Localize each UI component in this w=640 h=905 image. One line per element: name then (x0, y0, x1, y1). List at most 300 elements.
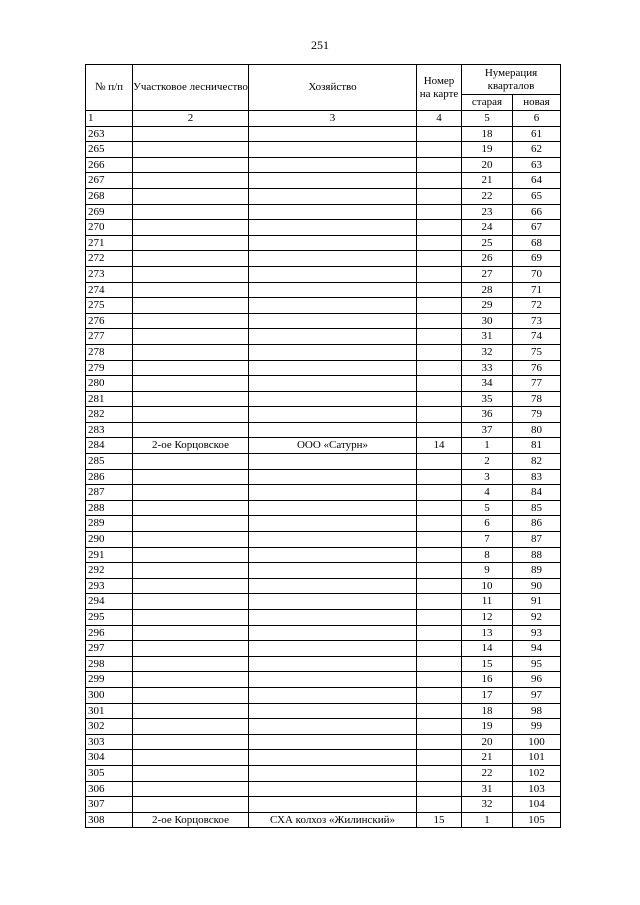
new-quarter-cell: 102 (513, 765, 561, 781)
old-quarter-cell: 28 (462, 282, 513, 298)
table-row (86, 812, 561, 828)
new-quarter-cell: 105 (513, 812, 561, 828)
map-number-cell (417, 173, 462, 189)
table-row (86, 703, 561, 719)
new-quarter-cell: 90 (513, 578, 561, 594)
old-quarter-cell: 23 (462, 204, 513, 220)
row-number-cell: 279 (86, 360, 133, 376)
header-quarter-numbering: Нумерация кварталов (462, 65, 561, 95)
table-row (86, 438, 561, 454)
table-row (86, 126, 561, 142)
forestry-cell (133, 204, 249, 220)
forestry-cell (133, 220, 249, 236)
new-quarter-cell: 61 (513, 126, 561, 142)
map-number-cell (417, 407, 462, 423)
table-row (86, 485, 561, 501)
forestry-cell (133, 344, 249, 360)
table-row (86, 313, 561, 329)
farm-cell (249, 157, 417, 173)
table-row (86, 188, 561, 204)
table-row (86, 641, 561, 657)
forestry-cell (133, 360, 249, 376)
row-number-cell: 306 (86, 781, 133, 797)
table-row (86, 329, 561, 345)
map-number-cell (417, 329, 462, 345)
table-row (86, 469, 561, 485)
new-quarter-cell: 76 (513, 360, 561, 376)
farm-cell (249, 313, 417, 329)
column-number-cell: 2 (133, 111, 249, 127)
old-quarter-cell: 13 (462, 625, 513, 641)
forestry-cell (133, 578, 249, 594)
old-quarter-cell: 37 (462, 422, 513, 438)
old-quarter-cell: 16 (462, 672, 513, 688)
map-number-cell (417, 563, 462, 579)
row-number-cell: 280 (86, 376, 133, 392)
map-number-cell (417, 142, 462, 158)
old-quarter-cell: 21 (462, 750, 513, 766)
row-number-cell: 289 (86, 516, 133, 532)
map-number-cell (417, 422, 462, 438)
farm-cell (249, 298, 417, 314)
row-number-cell: 294 (86, 594, 133, 610)
map-number-cell (417, 344, 462, 360)
old-quarter-cell: 32 (462, 344, 513, 360)
new-quarter-cell: 62 (513, 142, 561, 158)
map-number-cell (417, 282, 462, 298)
map-number-cell (417, 454, 462, 470)
new-quarter-cell: 93 (513, 625, 561, 641)
map-number-cell (417, 220, 462, 236)
map-number-cell (417, 313, 462, 329)
forestry-cell (133, 313, 249, 329)
row-number-cell: 263 (86, 126, 133, 142)
table-row (86, 516, 561, 532)
farm-cell (249, 126, 417, 142)
old-quarter-cell: 4 (462, 485, 513, 501)
header-old-number: старая (462, 95, 513, 111)
table-row (86, 173, 561, 189)
new-quarter-cell: 97 (513, 687, 561, 703)
table-row (86, 344, 561, 360)
row-number-cell: 267 (86, 173, 133, 189)
map-number-cell (417, 126, 462, 142)
forestry-cell (133, 719, 249, 735)
map-number-cell (417, 656, 462, 672)
farm-cell (249, 765, 417, 781)
map-number-cell (417, 532, 462, 548)
header-farm: Хозяйство (249, 65, 417, 111)
table-row (86, 204, 561, 220)
old-quarter-cell: 3 (462, 469, 513, 485)
old-quarter-cell: 20 (462, 734, 513, 750)
forestry-cell (133, 687, 249, 703)
table-row (86, 157, 561, 173)
farm-cell (249, 142, 417, 158)
new-quarter-cell: 70 (513, 266, 561, 282)
table-row (86, 672, 561, 688)
forestry-cell (133, 641, 249, 657)
new-quarter-cell: 88 (513, 547, 561, 563)
new-quarter-cell: 78 (513, 391, 561, 407)
new-quarter-cell: 89 (513, 563, 561, 579)
old-quarter-cell: 24 (462, 220, 513, 236)
map-number-cell (417, 734, 462, 750)
forestry-cell (133, 734, 249, 750)
old-quarter-cell: 26 (462, 251, 513, 267)
farm-cell (249, 719, 417, 735)
new-quarter-cell: 80 (513, 422, 561, 438)
forestry-cell (133, 282, 249, 298)
old-quarter-cell: 22 (462, 188, 513, 204)
farm-cell (249, 750, 417, 766)
table-row (86, 391, 561, 407)
forestry-cell (133, 610, 249, 626)
forestry-cell (133, 422, 249, 438)
row-number-cell: 286 (86, 469, 133, 485)
farm-cell (249, 516, 417, 532)
farm-cell (249, 376, 417, 392)
farm-cell (249, 641, 417, 657)
row-number-cell: 285 (86, 454, 133, 470)
new-quarter-cell: 83 (513, 469, 561, 485)
old-quarter-cell: 2 (462, 454, 513, 470)
map-number-cell (417, 781, 462, 797)
map-number-cell (417, 797, 462, 813)
row-number-cell: 304 (86, 750, 133, 766)
forestry-cell (133, 485, 249, 501)
table-row (86, 610, 561, 626)
row-number-cell: 272 (86, 251, 133, 267)
old-quarter-cell: 19 (462, 142, 513, 158)
forestry-cell (133, 516, 249, 532)
new-quarter-cell: 73 (513, 313, 561, 329)
old-quarter-cell: 10 (462, 578, 513, 594)
farm-cell (249, 547, 417, 563)
page-number: 251 (311, 38, 329, 52)
forestry-cell (133, 173, 249, 189)
old-quarter-cell: 17 (462, 687, 513, 703)
farm-cell (249, 734, 417, 750)
forestry-cell (133, 266, 249, 282)
new-quarter-cell: 86 (513, 516, 561, 532)
old-quarter-cell: 12 (462, 610, 513, 626)
row-number-cell: 291 (86, 547, 133, 563)
old-quarter-cell: 21 (462, 173, 513, 189)
row-number-cell: 276 (86, 313, 133, 329)
old-quarter-cell: 18 (462, 703, 513, 719)
table-row (86, 797, 561, 813)
map-number-cell (417, 235, 462, 251)
old-quarter-cell: 9 (462, 563, 513, 579)
old-quarter-cell: 14 (462, 641, 513, 657)
farm-cell (249, 500, 417, 516)
map-number-cell (417, 547, 462, 563)
farm-cell (249, 485, 417, 501)
new-quarter-cell: 74 (513, 329, 561, 345)
old-quarter-cell: 20 (462, 157, 513, 173)
new-quarter-cell: 84 (513, 485, 561, 501)
row-number-cell: 268 (86, 188, 133, 204)
row-number-cell: 296 (86, 625, 133, 641)
old-quarter-cell: 27 (462, 266, 513, 282)
forestry-cell (133, 656, 249, 672)
table-row (86, 719, 561, 735)
table-row (86, 687, 561, 703)
new-quarter-cell: 64 (513, 173, 561, 189)
forestry-cell (133, 391, 249, 407)
row-number-cell: 282 (86, 407, 133, 423)
farm-cell (249, 391, 417, 407)
map-number-cell (417, 376, 462, 392)
row-number-cell: 281 (86, 391, 133, 407)
forestry-cell (133, 672, 249, 688)
farm-cell: ООО «Сатурн» (249, 438, 417, 454)
new-quarter-cell: 77 (513, 376, 561, 392)
header-forestry: Участковое лесничество (133, 65, 249, 111)
farm-cell (249, 532, 417, 548)
farm-cell (249, 797, 417, 813)
new-quarter-cell: 91 (513, 594, 561, 610)
table-row (86, 532, 561, 548)
table-row (86, 594, 561, 610)
table-row (86, 547, 561, 563)
row-number-cell: 308 (86, 812, 133, 828)
new-quarter-cell: 92 (513, 610, 561, 626)
table-row (86, 235, 561, 251)
farm-cell (249, 610, 417, 626)
header-new-number: новая (513, 95, 561, 111)
table-row (86, 298, 561, 314)
map-number-cell: 15 (417, 812, 462, 828)
row-number-cell: 278 (86, 344, 133, 360)
table-row (86, 360, 561, 376)
row-number-cell: 271 (86, 235, 133, 251)
old-quarter-cell: 31 (462, 329, 513, 345)
old-quarter-cell: 18 (462, 126, 513, 142)
map-number-cell (417, 765, 462, 781)
new-quarter-cell: 95 (513, 656, 561, 672)
table-row (86, 563, 561, 579)
farm-cell: СХА колхоз «Жилинский» (249, 812, 417, 828)
map-number-cell (417, 298, 462, 314)
farm-cell (249, 781, 417, 797)
new-quarter-cell: 63 (513, 157, 561, 173)
column-number-cell: 4 (417, 111, 462, 127)
old-quarter-cell: 35 (462, 391, 513, 407)
forestry-cell (133, 625, 249, 641)
row-number-cell: 275 (86, 298, 133, 314)
farm-cell (249, 220, 417, 236)
forestry-cell (133, 765, 249, 781)
map-number-cell (417, 672, 462, 688)
map-number-cell (417, 266, 462, 282)
row-number-cell: 300 (86, 687, 133, 703)
old-quarter-cell: 33 (462, 360, 513, 376)
row-number-cell: 297 (86, 641, 133, 657)
forestry-cell (133, 500, 249, 516)
farm-cell (249, 625, 417, 641)
old-quarter-cell: 11 (462, 594, 513, 610)
column-number-cell: 6 (513, 111, 561, 127)
new-quarter-cell: 87 (513, 532, 561, 548)
old-quarter-cell: 22 (462, 765, 513, 781)
table-row (86, 282, 561, 298)
table-row (86, 266, 561, 282)
forestry-cell (133, 407, 249, 423)
farm-cell (249, 469, 417, 485)
row-number-cell: 305 (86, 765, 133, 781)
forestry-cell (133, 251, 249, 267)
header-map-number: Номер на карте (417, 65, 462, 111)
new-quarter-cell: 65 (513, 188, 561, 204)
header-row-number: № п/п (86, 65, 133, 111)
table-row (86, 500, 561, 516)
forestry-cell (133, 563, 249, 579)
table-row (86, 656, 561, 672)
new-quarter-cell: 82 (513, 454, 561, 470)
map-number-cell (417, 469, 462, 485)
farm-cell (249, 329, 417, 345)
new-quarter-cell: 71 (513, 282, 561, 298)
new-quarter-cell: 104 (513, 797, 561, 813)
row-number-cell: 299 (86, 672, 133, 688)
map-number-cell (417, 578, 462, 594)
forestry-cell (133, 126, 249, 142)
old-quarter-cell: 36 (462, 407, 513, 423)
farm-cell (249, 454, 417, 470)
map-number-cell (417, 188, 462, 204)
row-number-cell: 265 (86, 142, 133, 158)
old-quarter-cell: 7 (462, 532, 513, 548)
table-row (86, 422, 561, 438)
table-row (86, 734, 561, 750)
old-quarter-cell: 1 (462, 438, 513, 454)
old-quarter-cell: 25 (462, 235, 513, 251)
new-quarter-cell: 103 (513, 781, 561, 797)
table-row (86, 220, 561, 236)
forestry-cell (133, 376, 249, 392)
forestry-cell (133, 142, 249, 158)
map-number-cell (417, 391, 462, 407)
row-number-cell: 273 (86, 266, 133, 282)
farm-cell (249, 578, 417, 594)
new-quarter-cell: 79 (513, 407, 561, 423)
farm-cell (249, 407, 417, 423)
old-quarter-cell: 34 (462, 376, 513, 392)
new-quarter-cell: 96 (513, 672, 561, 688)
forestry-cell (133, 235, 249, 251)
farm-cell (249, 594, 417, 610)
farm-cell (249, 188, 417, 204)
quarter-numbering-table (85, 64, 561, 828)
new-quarter-cell: 98 (513, 703, 561, 719)
new-quarter-cell: 100 (513, 734, 561, 750)
row-number-cell: 298 (86, 656, 133, 672)
new-quarter-cell: 66 (513, 204, 561, 220)
column-number-cell: 3 (249, 111, 417, 127)
row-number-cell: 283 (86, 422, 133, 438)
column-number-cell: 5 (462, 111, 513, 127)
new-quarter-cell: 94 (513, 641, 561, 657)
map-number-cell (417, 750, 462, 766)
farm-cell (249, 173, 417, 189)
map-number-cell (417, 610, 462, 626)
map-number-cell (417, 500, 462, 516)
map-number-cell (417, 157, 462, 173)
farm-cell (249, 360, 417, 376)
old-quarter-cell: 30 (462, 313, 513, 329)
table-row (86, 750, 561, 766)
forestry-cell (133, 329, 249, 345)
row-number-cell: 270 (86, 220, 133, 236)
table-body (86, 126, 561, 828)
farm-cell (249, 563, 417, 579)
map-number-cell (417, 703, 462, 719)
old-quarter-cell: 8 (462, 547, 513, 563)
table-row (86, 781, 561, 797)
farm-cell (249, 344, 417, 360)
row-number-cell: 284 (86, 438, 133, 454)
old-quarter-cell: 31 (462, 781, 513, 797)
map-number-cell (417, 641, 462, 657)
table-row (86, 142, 561, 158)
row-number-cell: 290 (86, 532, 133, 548)
table-row (86, 625, 561, 641)
table-row (86, 376, 561, 392)
map-number-cell (417, 625, 462, 641)
forestry-cell (133, 532, 249, 548)
row-number-cell: 293 (86, 578, 133, 594)
old-quarter-cell: 29 (462, 298, 513, 314)
row-number-cell: 269 (86, 204, 133, 220)
table-row (86, 407, 561, 423)
farm-cell (249, 422, 417, 438)
farm-cell (249, 656, 417, 672)
forestry-cell (133, 188, 249, 204)
forestry-cell (133, 547, 249, 563)
new-quarter-cell: 81 (513, 438, 561, 454)
old-quarter-cell: 19 (462, 719, 513, 735)
forestry-cell (133, 469, 249, 485)
forestry-cell: 2-ое Корцовское (133, 812, 249, 828)
farm-cell (249, 672, 417, 688)
table-row (86, 251, 561, 267)
old-quarter-cell: 6 (462, 516, 513, 532)
forestry-cell (133, 157, 249, 173)
row-number-cell: 302 (86, 719, 133, 735)
forestry-cell: 2-ое Корцовское (133, 438, 249, 454)
forestry-cell (133, 454, 249, 470)
new-quarter-cell: 75 (513, 344, 561, 360)
farm-cell (249, 235, 417, 251)
column-number-cell: 1 (86, 111, 133, 127)
farm-cell (249, 703, 417, 719)
forestry-cell (133, 703, 249, 719)
farm-cell (249, 687, 417, 703)
row-number-cell: 303 (86, 734, 133, 750)
farm-cell (249, 204, 417, 220)
new-quarter-cell: 72 (513, 298, 561, 314)
map-number-cell (417, 516, 462, 532)
map-number-cell (417, 594, 462, 610)
new-quarter-cell: 68 (513, 235, 561, 251)
row-number-cell: 295 (86, 610, 133, 626)
farm-cell (249, 282, 417, 298)
old-quarter-cell: 15 (462, 656, 513, 672)
map-number-cell (417, 485, 462, 501)
forestry-cell (133, 298, 249, 314)
